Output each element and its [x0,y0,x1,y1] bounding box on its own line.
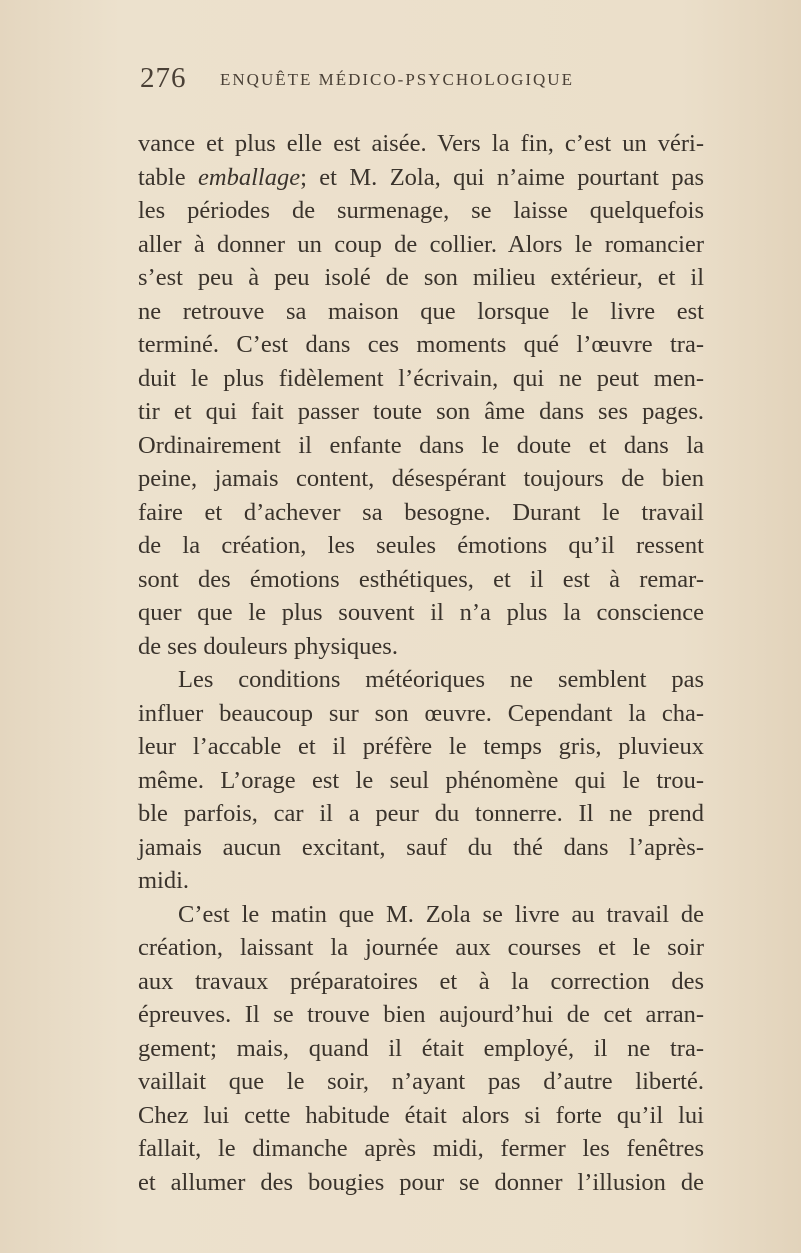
text-line: ble parfois, car il a peur du tonnerre. Il ne prend [138,800,704,827]
text-line: gement; mais, quand il était employé, il ne tra- [138,1034,704,1062]
text-line: faire et d’achever sa besogne. Durant le travail [138,498,704,526]
running-title: ENQUÊTE MÉDICO-PSYCHOLOGIQUE [220,70,574,89]
text-line: quer que le plus souvent il n’a plus la conscience [138,599,704,626]
text-line: les périodes de surmenage, se laisse quelquefois [138,197,704,224]
text-line: sont des émotions esthétiques, et il est à remar- [138,565,704,593]
text-line: tir et qui fait passer toute son âme dans ses pages. [138,398,704,425]
text-line: et allumer des bougies pour se donner l’illusion de [138,1168,704,1196]
text-line: Chez lui cette habitude était alors si forte qu’il lui [138,1101,704,1129]
running-head [140,62,700,102]
text-line: jamais aucun excitant, sauf du thé dans l’après- [138,833,704,861]
body-text [138,127,704,1199]
text-line: ne retrouve sa maison que lorsque le livre est [138,297,704,325]
text-line: Ordinairement il enfante dans le doute et dans la [138,431,704,459]
text-line: de la création, les seules émotions qu’il ressent [138,532,704,559]
text-line: fallait, le dimanche après midi, fermer les fenêtres [138,1135,704,1162]
text-line: épreuves. Il se trouve bien aujourd’hui de cet arran- [138,1001,704,1028]
text-line: vaillait que le soir, n’ayant pas d’autre liberté. [138,1068,704,1095]
page-number: 276 [140,62,187,94]
text-line: influer beaucoup sur son œuvre. Cependant la cha- [138,699,704,727]
text-line: table emballage; et M. Zola, qui n’aime pourtant pas [138,163,704,191]
text-line: aller à donner un coup de collier. Alors le romancier [138,230,704,258]
emphasized-word: emballage [198,163,301,191]
text-line: peine, jamais content, désespérant toujours de bien [138,465,704,492]
text-line: duit le plus fidèlement l’écrivain, qui ne peut men- [138,364,704,392]
text-line: même. L’orage est le seul phénomène qui le trou- [138,766,704,794]
text-line: terminé. C’est dans ces moments qué l’œuvre tra- [138,331,704,358]
text-line: Les conditions météoriques ne semblent pas [178,666,704,693]
text-line: de ses douleurs physiques. [138,632,398,660]
text-line: midi. [138,867,190,894]
text-line: C’est le matin que M. Zola se livre au travail de [178,900,704,928]
text-line: création, laissant la journée aux courses et le soir [138,934,704,961]
text-line: aux travaux préparatoires et à la correction des [138,967,704,995]
text-line: vance et plus elle est aisée. Vers la fin, c’est un véri- [138,130,704,157]
text-line: leur l’accable et il préfère le temps gris, pluvieux [138,733,704,760]
text-line: s’est peu à peu isolé de son milieu extérieur, et il [138,264,704,291]
